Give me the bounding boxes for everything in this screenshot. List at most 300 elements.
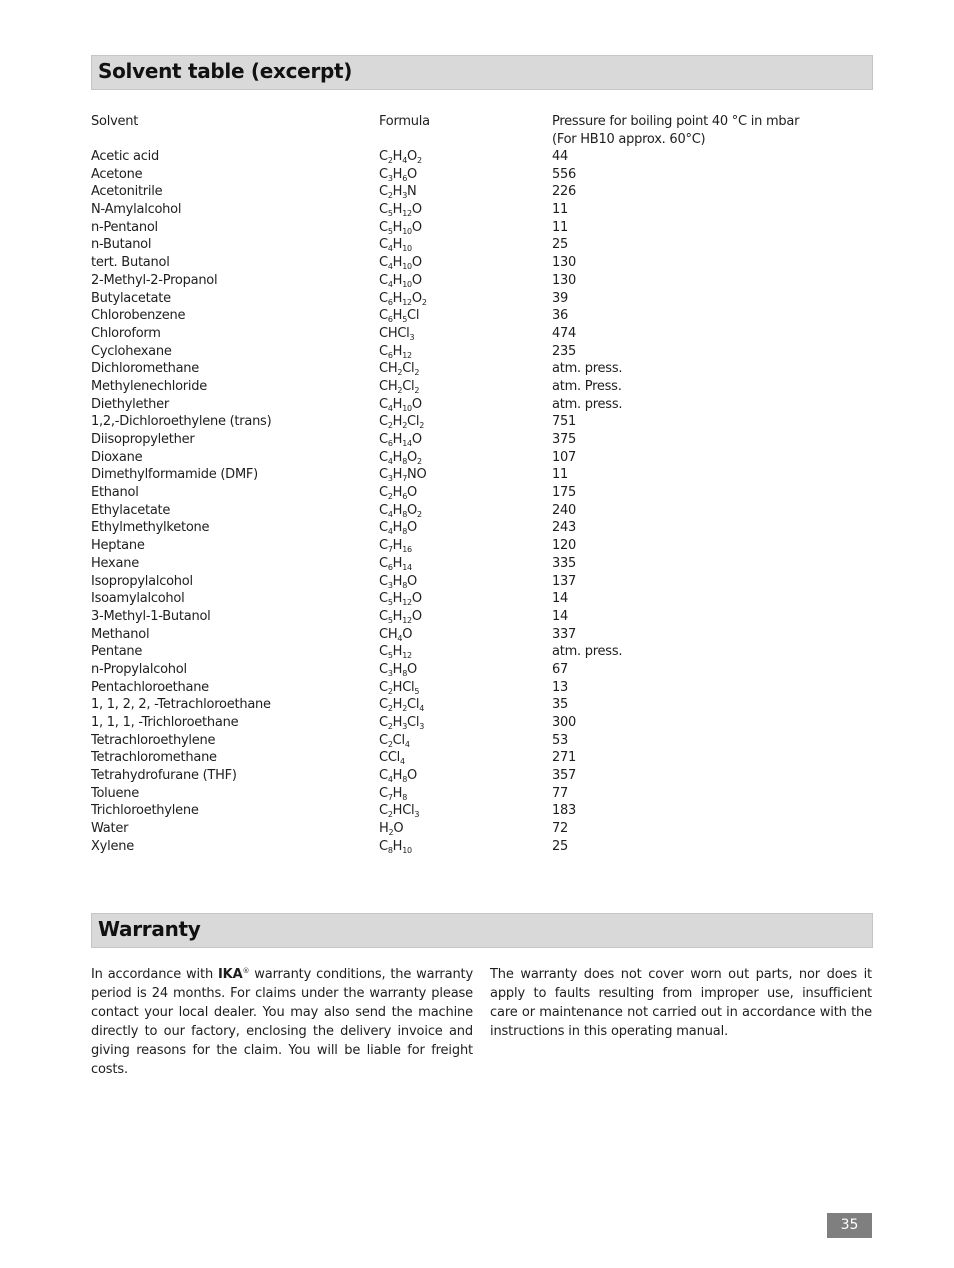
formula-symbol: O xyxy=(407,485,418,501)
solvent-pressure: 44 xyxy=(552,149,569,164)
formula-subscript: 4 xyxy=(402,156,408,165)
solvent-pressure: 107 xyxy=(552,449,577,465)
table-row xyxy=(91,449,873,467)
formula-symbol: C xyxy=(379,272,388,288)
solvent-formula xyxy=(379,343,412,361)
table-row xyxy=(91,484,873,502)
table-row xyxy=(91,166,873,184)
formula-symbol: H xyxy=(392,785,403,801)
formula-symbol: HCl xyxy=(392,679,415,695)
solvent-formula xyxy=(379,413,424,431)
table-row xyxy=(91,537,873,555)
solvent-name: Butylacetate xyxy=(91,290,171,306)
solvent-pressure: 36 xyxy=(552,308,569,324)
table-row xyxy=(91,626,873,644)
formula-subscript: 3 xyxy=(414,810,420,820)
formula-symbol: O xyxy=(411,255,422,271)
formula-symbol: C xyxy=(379,555,388,571)
formula-symbol: O xyxy=(411,272,422,288)
formula-symbol: C xyxy=(379,202,388,218)
solvent-pressure: 300 xyxy=(552,715,577,730)
solvent-formula xyxy=(379,838,412,856)
solvent-formula xyxy=(379,537,412,555)
table-row xyxy=(91,767,873,785)
warranty-left-paragraph xyxy=(91,965,473,1079)
solvent-formula xyxy=(379,519,417,537)
table-row xyxy=(91,732,873,750)
formula-symbol: C xyxy=(379,149,388,164)
formula-symbol: O xyxy=(393,821,404,837)
formula-symbol: Cl xyxy=(402,378,415,394)
formula-subscript: 2 xyxy=(417,509,422,519)
formula-subscript: 3 xyxy=(409,332,415,342)
formula-subscript: 4 xyxy=(419,704,425,714)
formula-subscript: 2 xyxy=(414,385,420,395)
formula-subscript: 12 xyxy=(402,598,412,608)
formula-subscript: 3 xyxy=(387,474,393,484)
solvent-pressure: 14 xyxy=(552,608,569,624)
warranty-section-title: Warranty xyxy=(98,917,201,941)
formula-symbol: O xyxy=(411,219,422,235)
solvent-name: 1, 1, 1, -Trichloroethane xyxy=(91,715,239,730)
solvent-name: Dichloromethane xyxy=(91,361,200,377)
formula-subscript: 5 xyxy=(387,615,393,625)
solvent-table-body xyxy=(91,148,873,856)
formula-subscript: 14 xyxy=(402,562,412,572)
solvent-formula xyxy=(379,802,419,820)
formula-symbol: O xyxy=(411,290,422,306)
formula-subscript: 2 xyxy=(397,385,403,395)
formula-symbol: C xyxy=(379,166,388,182)
solvent-pressure: 11 xyxy=(552,202,569,218)
formula-symbol: O xyxy=(407,661,418,677)
table-row xyxy=(91,290,873,308)
solvent-table-header xyxy=(91,113,873,148)
formula-symbol: O xyxy=(407,449,418,465)
table-row xyxy=(91,201,873,219)
table-row xyxy=(91,307,873,325)
formula-subscript: 4 xyxy=(387,279,393,289)
solvent-name: Acetone xyxy=(91,166,143,182)
solvent-name: Chloroform xyxy=(91,325,161,341)
solvent-pressure: atm. press. xyxy=(552,644,623,660)
formula-symbol: Cl xyxy=(407,697,420,713)
formula-subscript: 2 xyxy=(417,456,422,466)
formula-subscript: 2 xyxy=(388,828,394,838)
formula-symbol: O xyxy=(411,591,422,607)
warranty-left-rest: warranty conditions, the warranty period is 24 months. For claims under the warranty please contact your local dealer. You may also send the machine directly to our factory, enclosing the delivery invoice and giving reasons for the claim. You will be liable for freight costs. xyxy=(91,967,474,1077)
formula-subscript: 2 xyxy=(387,492,393,502)
solvent-name: Heptane xyxy=(91,538,145,554)
page-number: 35 xyxy=(827,1213,872,1238)
formula-symbol: C xyxy=(379,396,388,412)
solvent-name: 3-Methyl-1-Butanol xyxy=(91,608,211,624)
solvent-name: Dimethylformamide (DMF) xyxy=(91,467,258,483)
formula-symbol: H xyxy=(392,573,403,589)
formula-subscript: 12 xyxy=(402,350,412,360)
formula-symbol: H xyxy=(379,821,389,837)
ika-brand: IKA xyxy=(217,967,243,982)
formula-symbol: H xyxy=(392,202,403,218)
formula-symbol: H xyxy=(392,838,403,854)
formula-symbol: C xyxy=(379,502,388,518)
formula-symbol: H xyxy=(392,414,403,430)
solvent-name: Cyclohexane xyxy=(91,343,172,359)
formula-subscript: 4 xyxy=(397,633,403,643)
formula-symbol: C xyxy=(379,803,388,819)
solvent-name: Diethylether xyxy=(91,396,169,412)
solvent-formula xyxy=(379,626,412,644)
formula-symbol: H xyxy=(392,520,403,536)
solvent-name: Acetic acid xyxy=(91,149,160,164)
formula-symbol: NO xyxy=(407,467,427,483)
solvent-formula xyxy=(379,325,414,343)
solvent-pressure: 226 xyxy=(552,184,577,200)
formula-subscript: 2 xyxy=(387,686,393,696)
table-row xyxy=(91,236,873,254)
formula-symbol: H xyxy=(392,608,403,624)
formula-symbol: H xyxy=(392,149,403,164)
solvent-name: Ethanol xyxy=(91,485,139,501)
formula-symbol: H xyxy=(392,255,403,271)
solvent-formula xyxy=(379,820,403,838)
formula-symbol: O xyxy=(407,166,418,182)
formula-subscript: 6 xyxy=(387,439,393,448)
solvent-name: 1,2,-Dichloroethylene (trans) xyxy=(91,414,272,430)
table-row xyxy=(91,785,873,803)
table-row xyxy=(91,343,873,361)
solvent-pressure: atm. press. xyxy=(552,396,623,412)
solvent-name: Methanol xyxy=(91,626,150,642)
formula-symbol: Cl xyxy=(392,732,405,748)
table-row xyxy=(91,502,873,520)
solvent-formula xyxy=(379,219,422,237)
solvent-name: Isopropylalcohol xyxy=(91,573,193,589)
formula-subscript: 12 xyxy=(402,297,412,307)
formula-subscript: 2 xyxy=(397,368,403,378)
header-solvent: Solvent xyxy=(91,114,139,129)
formula-symbol: C xyxy=(379,679,388,695)
formula-subscript: 10 xyxy=(402,279,412,289)
solvent-table xyxy=(91,113,873,856)
formula-symbol: C xyxy=(379,520,388,536)
formula-subscript: 7 xyxy=(402,474,408,484)
table-row xyxy=(91,555,873,573)
solvent-formula xyxy=(379,360,419,378)
solvent-pressure: 130 xyxy=(552,272,577,288)
formula-symbol: C xyxy=(379,255,388,271)
formula-symbol: O xyxy=(411,432,422,447)
table-row xyxy=(91,396,873,414)
solvent-name: n-Pentanol xyxy=(91,219,158,235)
formula-subscript: 6 xyxy=(387,562,393,572)
formula-subscript: 12 xyxy=(402,651,412,661)
formula-symbol: C xyxy=(379,219,388,235)
formula-subscript: 4 xyxy=(387,775,393,785)
formula-symbol: H xyxy=(392,184,403,200)
formula-symbol: O xyxy=(411,202,422,218)
formula-subscript: 2 xyxy=(419,421,425,431)
formula-subscript: 7 xyxy=(387,792,393,802)
solvent-name: Ethylacetate xyxy=(91,502,171,518)
formula-subscript: 5 xyxy=(387,651,393,661)
table-row xyxy=(91,696,873,714)
formula-symbol: C xyxy=(379,485,388,501)
formula-symbol: H xyxy=(392,591,403,607)
table-row xyxy=(91,148,873,166)
solvent-formula xyxy=(379,732,410,750)
formula-subscript: 10 xyxy=(402,262,412,272)
formula-symbol: C xyxy=(379,308,388,324)
formula-symbol: H xyxy=(392,661,403,677)
solvent-formula xyxy=(379,573,417,591)
formula-symbol: Cl xyxy=(407,715,420,730)
formula-symbol: H xyxy=(392,449,403,465)
formula-symbol: N xyxy=(407,184,417,200)
solvent-formula xyxy=(379,431,422,449)
solvent-name: Isoamylalcohol xyxy=(91,591,185,607)
solvent-pressure: 175 xyxy=(552,485,577,501)
formula-symbol: H xyxy=(392,768,403,784)
registered-mark: ® xyxy=(242,967,250,975)
formula-subscript: 3 xyxy=(387,173,393,183)
formula-subscript: 4 xyxy=(400,757,405,767)
solvent-name: N-Amylalcohol xyxy=(91,202,182,218)
header-pressure xyxy=(552,113,799,148)
formula-symbol: C xyxy=(379,343,388,359)
solvent-formula xyxy=(379,396,422,414)
solvent-pressure: 271 xyxy=(552,750,577,766)
solvent-name: 1, 1, 2, 2, -Tetrachloroethane xyxy=(91,697,271,713)
table-row xyxy=(91,219,873,237)
header-pressure-line2: (For HB10 approx. 60°C) xyxy=(552,131,706,147)
formula-symbol: C xyxy=(379,697,388,713)
solvent-name: Acetonitrile xyxy=(91,184,163,200)
formula-symbol: C xyxy=(379,838,388,854)
solvent-pressure: 240 xyxy=(552,502,577,518)
formula-symbol: Cl xyxy=(407,308,420,324)
formula-subscript: 2 xyxy=(387,156,393,165)
solvent-formula xyxy=(379,378,419,396)
solvent-pressure: 243 xyxy=(552,520,577,536)
solvent-formula xyxy=(379,449,422,467)
formula-symbol: O xyxy=(407,768,418,784)
formula-subscript: 5 xyxy=(402,315,408,325)
formula-symbol: C xyxy=(379,591,388,607)
formula-subscript: 3 xyxy=(402,191,408,201)
formula-symbol: C xyxy=(379,538,388,554)
formula-symbol: H xyxy=(392,219,403,235)
solvent-formula xyxy=(379,272,422,290)
table-row xyxy=(91,714,873,732)
solvent-formula xyxy=(379,307,419,325)
formula-symbol: C xyxy=(379,661,388,677)
formula-symbol: H xyxy=(392,166,403,182)
solvent-formula xyxy=(379,767,417,785)
formula-subscript: 4 xyxy=(387,456,393,466)
solvent-formula xyxy=(379,749,405,767)
formula-subscript: 8 xyxy=(402,775,408,785)
solvent-formula xyxy=(379,785,407,803)
table-row xyxy=(91,378,873,396)
formula-symbol: O xyxy=(407,502,418,518)
solvent-formula xyxy=(379,608,422,626)
solvent-name: Diisopropylether xyxy=(91,432,195,447)
formula-symbol: C xyxy=(379,290,388,306)
table-row xyxy=(91,272,873,290)
solvent-pressure: 357 xyxy=(552,768,577,784)
formula-symbol: C xyxy=(379,449,388,465)
formula-subscript: 2 xyxy=(387,810,393,820)
solvent-name: Toluene xyxy=(91,785,140,801)
formula-symbol: H xyxy=(392,237,403,253)
solvent-formula xyxy=(379,183,417,201)
solvent-pressure: 337 xyxy=(552,626,577,642)
formula-subscript: 2 xyxy=(417,156,422,165)
solvent-pressure: 35 xyxy=(552,697,569,713)
formula-symbol: C xyxy=(379,608,388,624)
solvent-pressure: 375 xyxy=(552,432,577,447)
formula-subscript: 3 xyxy=(402,722,408,731)
solvent-name: n-Butanol xyxy=(91,237,152,253)
formula-symbol: CHCl xyxy=(379,325,410,341)
formula-subscript: 5 xyxy=(387,598,393,608)
solvent-pressure: 25 xyxy=(552,237,569,253)
solvent-pressure: 14 xyxy=(552,591,569,607)
formula-symbol: H xyxy=(392,467,403,483)
solvent-name: Tetrachloromethane xyxy=(91,750,217,766)
formula-symbol: H xyxy=(392,432,403,447)
solvent-name: Water xyxy=(91,821,129,837)
formula-subscript: 8 xyxy=(402,456,408,466)
formula-subscript: 4 xyxy=(387,509,393,519)
solvent-formula xyxy=(379,555,412,573)
formula-symbol: C xyxy=(379,785,388,801)
formula-symbol: H xyxy=(392,715,403,730)
solvent-pressure: 335 xyxy=(552,555,577,571)
formula-symbol: C xyxy=(379,184,388,200)
table-row xyxy=(91,183,873,201)
formula-symbol: C xyxy=(379,644,388,660)
solvent-formula xyxy=(379,236,412,254)
formula-subscript: 10 xyxy=(402,226,412,236)
solvent-formula xyxy=(379,679,419,697)
formula-subscript: 12 xyxy=(402,615,412,625)
solvent-pressure: 39 xyxy=(552,290,569,306)
table-row xyxy=(91,573,873,591)
solvent-formula xyxy=(379,166,417,184)
formula-subscript: 2 xyxy=(387,704,393,714)
formula-symbol: H xyxy=(392,697,403,713)
formula-subscript: 10 xyxy=(402,845,412,855)
solvent-name: n-Propylalcohol xyxy=(91,661,187,677)
solvent-pressure: 67 xyxy=(552,661,569,677)
solvent-pressure: 53 xyxy=(552,732,569,748)
solvent-name: tert. Butanol xyxy=(91,255,170,271)
solvent-pressure: 235 xyxy=(552,343,577,359)
solvent-pressure: 474 xyxy=(552,325,577,341)
formula-symbol: C xyxy=(379,715,388,730)
warranty-section-header xyxy=(91,913,873,948)
formula-symbol: C xyxy=(379,732,388,748)
formula-symbol: CH xyxy=(379,361,398,377)
solvent-pressure: atm. Press. xyxy=(552,378,622,394)
header-pressure-line1: Pressure for boiling point 40 °C in mbar xyxy=(552,114,800,129)
table-row xyxy=(91,679,873,697)
solvent-pressure: 72 xyxy=(552,821,569,837)
formula-symbol: O xyxy=(411,608,422,624)
header-formula: Formula xyxy=(379,114,430,129)
solvent-pressure: 751 xyxy=(552,414,577,430)
solvent-name: Tetrahydrofurane (THF) xyxy=(91,768,237,784)
solvent-pressure: 130 xyxy=(552,255,577,271)
solvent-pressure: 77 xyxy=(552,785,569,801)
formula-subscript: 2 xyxy=(402,421,408,431)
table-row xyxy=(91,838,873,856)
table-row xyxy=(91,431,873,449)
solvent-formula xyxy=(379,484,417,502)
solvent-name: Dioxane xyxy=(91,449,143,465)
formula-subscript: 10 xyxy=(402,244,412,254)
formula-symbol: H xyxy=(392,502,403,518)
table-row xyxy=(91,590,873,608)
table-row xyxy=(91,413,873,431)
solvent-formula xyxy=(379,148,422,166)
formula-subscript: 4 xyxy=(387,527,393,537)
solvent-name: 2-Methyl-2-Propanol xyxy=(91,272,218,288)
formula-symbol: H xyxy=(392,485,403,501)
table-row xyxy=(91,749,873,767)
formula-subscript: 2 xyxy=(387,739,393,749)
formula-subscript: 2 xyxy=(421,297,427,307)
formula-symbol: O xyxy=(407,149,418,164)
formula-symbol: O xyxy=(407,520,418,536)
formula-subscript: 4 xyxy=(387,244,393,254)
formula-subscript: 8 xyxy=(402,668,408,678)
formula-subscript: 8 xyxy=(387,845,393,855)
solvent-pressure: 556 xyxy=(552,166,577,182)
solvent-formula xyxy=(379,696,424,714)
solvent-formula xyxy=(379,590,422,608)
formula-symbol: Cl xyxy=(407,414,420,430)
formula-subscript: 5 xyxy=(414,686,420,696)
solvent-name: Ethylmethylketone xyxy=(91,520,210,536)
solvent-pressure: 13 xyxy=(552,679,569,695)
solvent-name: Chlorobenzene xyxy=(91,308,186,324)
solvent-formula xyxy=(379,714,424,732)
solvent-pressure: 120 xyxy=(552,538,577,554)
formula-symbol: HCl xyxy=(392,803,415,819)
solvent-pressure: atm. press. xyxy=(552,361,623,377)
formula-subscript: 10 xyxy=(402,403,412,413)
solvent-formula xyxy=(379,201,422,219)
table-row xyxy=(91,325,873,343)
formula-symbol: CH xyxy=(379,378,398,394)
formula-symbol: H xyxy=(392,290,403,306)
formula-subscript: 6 xyxy=(402,173,408,183)
formula-symbol: C xyxy=(379,768,388,784)
formula-subscript: 8 xyxy=(402,580,408,590)
solvent-formula xyxy=(379,254,422,272)
formula-symbol: H xyxy=(392,272,403,288)
formula-subscript: 8 xyxy=(402,792,408,802)
formula-subscript: 6 xyxy=(387,315,393,325)
solvent-pressure: 137 xyxy=(552,573,577,589)
solvent-pressure: 25 xyxy=(552,838,569,854)
solvent-name: Trichloroethylene xyxy=(91,803,199,819)
solvent-formula xyxy=(379,290,427,308)
formula-symbol: C xyxy=(379,237,388,253)
